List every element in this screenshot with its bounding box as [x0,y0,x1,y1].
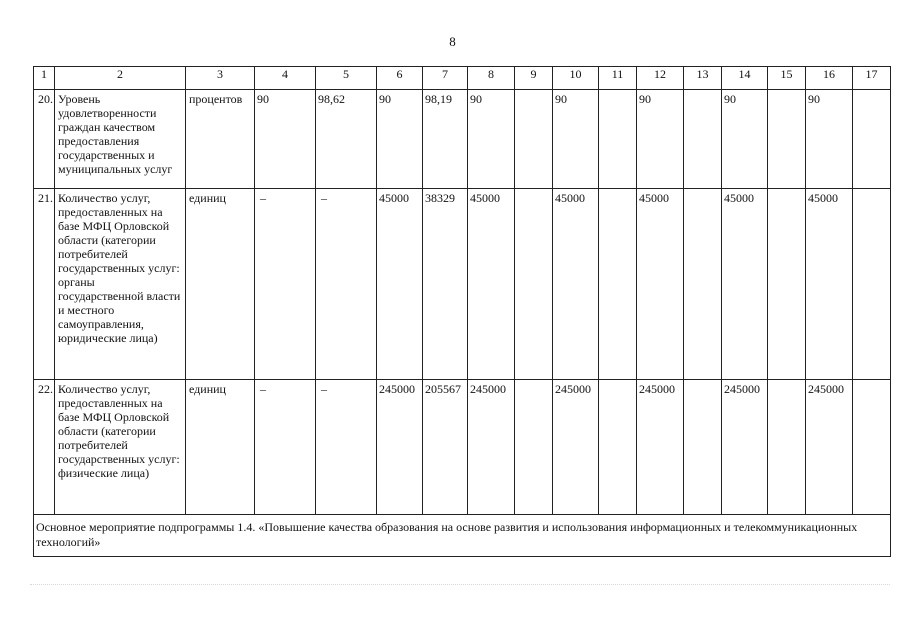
value-cell [599,189,637,380]
indicators-table [33,66,891,557]
value-cell: 90 [468,90,515,189]
row-number: 21. [34,189,55,380]
value-cell: – [316,189,377,380]
value-cell [515,90,553,189]
value-cell: 245000 [722,380,768,515]
column-header: 5 [316,67,377,90]
value-cell [515,380,553,515]
column-header: 6 [377,67,423,90]
value-cell: 90 [722,90,768,189]
unit-cell: процентов [186,90,255,189]
unit-cell: единиц [186,380,255,515]
column-header: 2 [55,67,186,90]
indicator-name: Количество услуг, предоставленных на базе МФЦ Орловской области (категории потребителей государственных услуг: органы государственной власти и местного самоуправления, юридические лица) [55,189,186,380]
value-cell: 90 [806,90,853,189]
value-cell: 45000 [553,189,599,380]
column-header: 7 [423,67,468,90]
value-cell [853,189,891,380]
value-cell: – [255,380,316,515]
value-cell: 90 [255,90,316,189]
table-row [34,380,891,515]
value-cell: 98,19 [423,90,468,189]
column-header: 14 [722,67,768,90]
value-cell: 45000 [468,189,515,380]
indicator-name: Уровень удовлетворенности граждан качеством предоставления государственных и муниципальных услуг [55,90,186,189]
value-cell [768,380,806,515]
value-cell [853,90,891,189]
table-row [34,189,891,380]
value-cell [768,90,806,189]
value-cell [684,90,722,189]
value-cell: 245000 [468,380,515,515]
row-number: 22. [34,380,55,515]
value-cell [684,380,722,515]
scan-artifact-line [30,584,890,586]
column-header: 16 [806,67,853,90]
column-header: 13 [684,67,722,90]
column-number-row [34,67,891,90]
value-cell: 45000 [637,189,684,380]
section-row [34,515,891,557]
value-cell: 45000 [806,189,853,380]
value-cell: 90 [553,90,599,189]
value-cell: 45000 [722,189,768,380]
value-cell: 245000 [377,380,423,515]
column-header: 15 [768,67,806,90]
unit-cell: единиц [186,189,255,380]
indicator-name: Количество услуг, предоставленных на базе МФЦ Орловской области (категории потребителей государственных услуг: физические лица) [55,380,186,515]
value-cell: 245000 [553,380,599,515]
column-header: 10 [553,67,599,90]
value-cell: 98,62 [316,90,377,189]
row-number: 20. [34,90,55,189]
value-cell: 205567 [423,380,468,515]
column-header: 8 [468,67,515,90]
value-cell: 245000 [806,380,853,515]
value-cell: 90 [637,90,684,189]
value-cell [853,380,891,515]
table-row [34,90,891,189]
value-cell: – [255,189,316,380]
value-cell: – [316,380,377,515]
column-header: 11 [599,67,637,90]
section-heading: Основное мероприятие подпрограммы 1.4. «Повышение качества образования на основе развития и использования информационных и телекоммуникационных технологий» [34,515,891,557]
value-cell: 38329 [423,189,468,380]
column-header: 12 [637,67,684,90]
value-cell [599,90,637,189]
value-cell: 90 [377,90,423,189]
column-header: 9 [515,67,553,90]
column-header: 3 [186,67,255,90]
value-cell: 45000 [377,189,423,380]
value-cell [684,189,722,380]
value-cell [599,380,637,515]
column-header: 17 [853,67,891,90]
column-header: 4 [255,67,316,90]
column-header: 1 [34,67,55,90]
value-cell: 245000 [637,380,684,515]
value-cell [515,189,553,380]
value-cell [768,189,806,380]
page-number: 8 [449,34,456,49]
